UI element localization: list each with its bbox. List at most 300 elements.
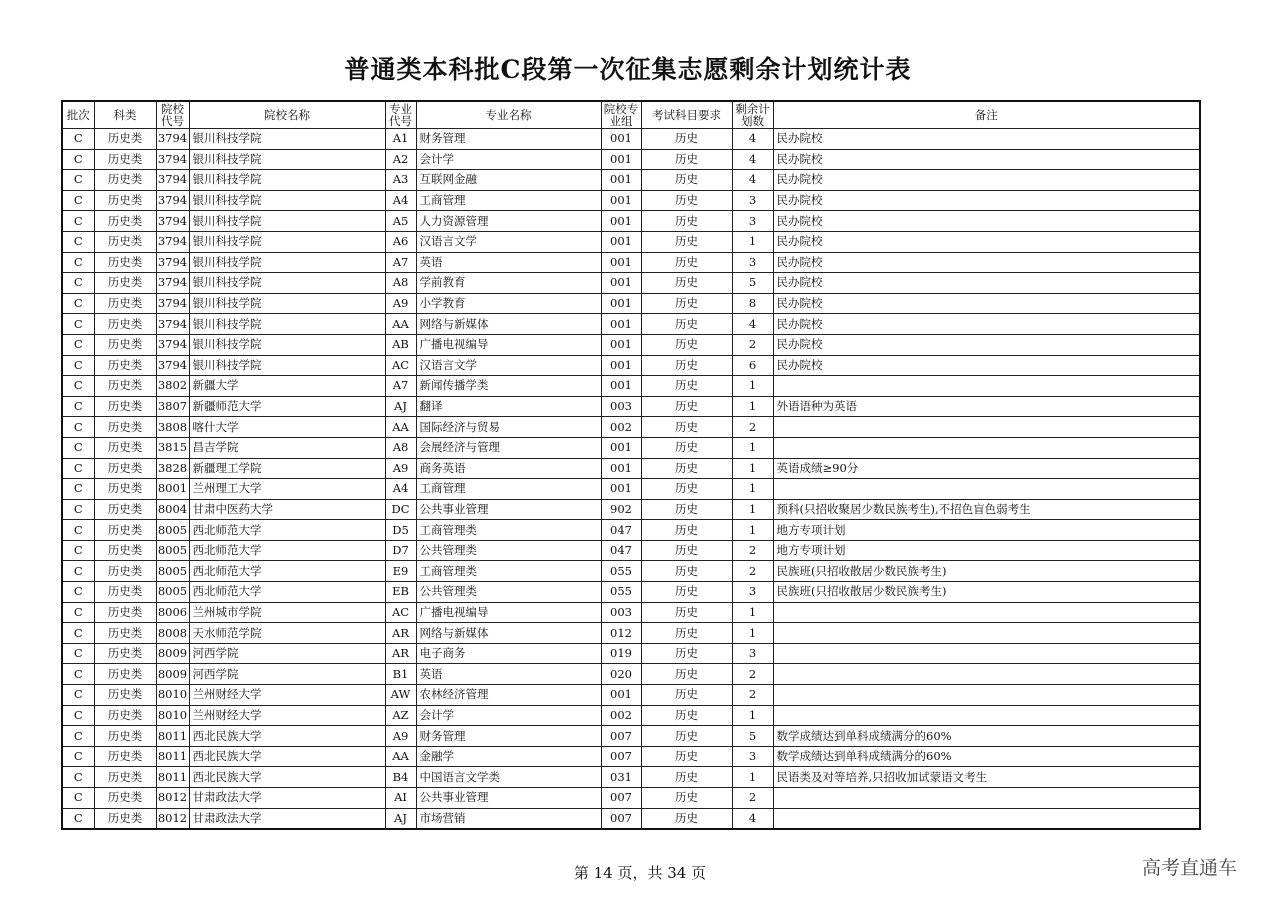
cell-category: 历史类 — [94, 602, 156, 623]
table-row — [62, 602, 1200, 623]
cell-remaining: 1 — [732, 705, 773, 726]
cell-batch: C — [62, 417, 94, 438]
cell-batch: C — [62, 520, 94, 541]
header-major-name: 专业名称 — [416, 101, 601, 129]
cell-school-name: 西北师范大学 — [189, 540, 385, 561]
cell-batch: C — [62, 376, 94, 397]
cell-category: 历史类 — [94, 231, 156, 252]
table-row — [62, 211, 1200, 232]
cell-category: 历史类 — [94, 479, 156, 500]
cell-group: 031 — [601, 767, 641, 788]
cell-school-code: 8001 — [156, 479, 189, 500]
cell-school-code: 3807 — [156, 396, 189, 417]
cell-subject-req: 历史 — [641, 396, 732, 417]
cell-remarks: 民办院校 — [773, 190, 1200, 211]
cell-category: 历史类 — [94, 726, 156, 747]
table-row — [62, 726, 1200, 747]
cell-category: 历史类 — [94, 334, 156, 355]
cell-batch: C — [62, 129, 94, 150]
cell-remarks: 民办院校 — [773, 273, 1200, 294]
cell-subject-req: 历史 — [641, 293, 732, 314]
cell-category: 历史类 — [94, 499, 156, 520]
cell-category: 历史类 — [94, 314, 156, 335]
cell-major-code: DC — [385, 499, 416, 520]
cell-school-name: 西北师范大学 — [189, 582, 385, 603]
header-subject-req: 考试科目要求 — [641, 101, 732, 129]
cell-remaining: 1 — [732, 767, 773, 788]
table-row — [62, 623, 1200, 644]
cell-batch: C — [62, 479, 94, 500]
cell-category: 历史类 — [94, 623, 156, 644]
cell-school-name: 银川科技学院 — [189, 273, 385, 294]
cell-remarks: 民族班(只招收散居少数民族考生) — [773, 582, 1200, 603]
cell-group: 001 — [601, 479, 641, 500]
cell-school-code: 3794 — [156, 190, 189, 211]
table-row — [62, 273, 1200, 294]
cell-remaining: 8 — [732, 293, 773, 314]
cell-school-code: 8012 — [156, 788, 189, 809]
table-row — [62, 458, 1200, 479]
cell-school-code: 8009 — [156, 643, 189, 664]
cell-category: 历史类 — [94, 788, 156, 809]
cell-remarks — [773, 664, 1200, 685]
cell-group: 007 — [601, 788, 641, 809]
cell-school-code: 8010 — [156, 705, 189, 726]
cell-remarks: 地方专项计划 — [773, 520, 1200, 541]
cell-group: 001 — [601, 334, 641, 355]
cell-major-name: 公共管理类 — [416, 540, 601, 561]
cell-category: 历史类 — [94, 170, 156, 191]
cell-subject-req: 历史 — [641, 685, 732, 706]
cell-batch: C — [62, 170, 94, 191]
cell-school-code: 3815 — [156, 437, 189, 458]
page-number: 第 14 页，共 34 页 — [573, 864, 707, 882]
cell-major-name: 新闻传播学类 — [416, 376, 601, 397]
header-remaining: 剩余计划数 — [732, 101, 773, 129]
cell-major-name: 会计学 — [416, 705, 601, 726]
cell-group: 047 — [601, 540, 641, 561]
cell-major-code: AW — [385, 685, 416, 706]
cell-group: 007 — [601, 746, 641, 767]
cell-subject-req: 历史 — [641, 334, 732, 355]
cell-group: 047 — [601, 520, 641, 541]
cell-batch: C — [62, 396, 94, 417]
cell-batch: C — [62, 685, 94, 706]
cell-school-code: 3794 — [156, 273, 189, 294]
cell-major-name: 工商管理类 — [416, 520, 601, 541]
cell-group: 001 — [601, 129, 641, 150]
cell-major-code: AC — [385, 355, 416, 376]
cell-remaining: 6 — [732, 355, 773, 376]
cell-school-name: 甘肃政法大学 — [189, 808, 385, 829]
cell-group: 001 — [601, 273, 641, 294]
cell-school-code: 8005 — [156, 561, 189, 582]
cell-group: 001 — [601, 437, 641, 458]
cell-major-code: AA — [385, 417, 416, 438]
cell-subject-req: 历史 — [641, 705, 732, 726]
cell-batch: C — [62, 499, 94, 520]
cell-remaining: 1 — [732, 376, 773, 397]
cell-category: 历史类 — [94, 540, 156, 561]
cell-major-name: 广播电视编导 — [416, 334, 601, 355]
cell-major-code: A1 — [385, 129, 416, 150]
cell-major-name: 学前教育 — [416, 273, 601, 294]
cell-remaining: 1 — [732, 499, 773, 520]
cell-remarks — [773, 685, 1200, 706]
plan-table — [61, 100, 1201, 830]
cell-remaining: 5 — [732, 726, 773, 747]
cell-major-name: 国际经济与贸易 — [416, 417, 601, 438]
table-row — [62, 808, 1200, 829]
cell-remarks: 民族班(只招收散居少数民族考生) — [773, 561, 1200, 582]
cell-remaining: 2 — [732, 417, 773, 438]
cell-major-code: EB — [385, 582, 416, 603]
table-row — [62, 685, 1200, 706]
cell-category: 历史类 — [94, 190, 156, 211]
cell-remarks — [773, 479, 1200, 500]
table-row — [62, 479, 1200, 500]
cell-major-name: 市场营销 — [416, 808, 601, 829]
cell-group: 019 — [601, 643, 641, 664]
cell-batch: C — [62, 705, 94, 726]
cell-remarks: 民办院校 — [773, 314, 1200, 335]
table-row — [62, 788, 1200, 809]
cell-remaining: 1 — [732, 520, 773, 541]
cell-school-code: 3828 — [156, 458, 189, 479]
cell-school-code: 3794 — [156, 170, 189, 191]
cell-batch: C — [62, 746, 94, 767]
cell-major-name: 英语 — [416, 252, 601, 273]
cell-major-name: 广播电视编导 — [416, 602, 601, 623]
cell-major-code: AB — [385, 334, 416, 355]
cell-group: 902 — [601, 499, 641, 520]
cell-school-code: 3794 — [156, 149, 189, 170]
cell-school-name: 银川科技学院 — [189, 211, 385, 232]
cell-remaining: 3 — [732, 582, 773, 603]
cell-major-code: B4 — [385, 767, 416, 788]
table-row — [62, 376, 1200, 397]
cell-remaining: 1 — [732, 437, 773, 458]
cell-group: 001 — [601, 170, 641, 191]
cell-category: 历史类 — [94, 582, 156, 603]
cell-remaining: 3 — [732, 252, 773, 273]
table-row — [62, 396, 1200, 417]
cell-batch: C — [62, 623, 94, 644]
cell-batch: C — [62, 293, 94, 314]
cell-group: 001 — [601, 190, 641, 211]
cell-school-code: 3794 — [156, 293, 189, 314]
cell-group: 055 — [601, 582, 641, 603]
cell-school-code: 8011 — [156, 767, 189, 788]
cell-school-name: 新疆理工学院 — [189, 458, 385, 479]
cell-batch: C — [62, 602, 94, 623]
cell-school-code: 3794 — [156, 314, 189, 335]
cell-remaining: 1 — [732, 231, 773, 252]
cell-major-name: 财务管理 — [416, 129, 601, 150]
cell-major-code: A4 — [385, 479, 416, 500]
cell-batch: C — [62, 808, 94, 829]
cell-school-code: 8005 — [156, 520, 189, 541]
cell-school-code: 3794 — [156, 129, 189, 150]
cell-school-name: 西北师范大学 — [189, 520, 385, 541]
cell-school-name: 银川科技学院 — [189, 293, 385, 314]
cell-major-code: A2 — [385, 149, 416, 170]
cell-batch: C — [62, 726, 94, 747]
cell-subject-req: 历史 — [641, 252, 732, 273]
cell-group: 012 — [601, 623, 641, 644]
cell-school-code: 8008 — [156, 623, 189, 644]
cell-remarks: 民办院校 — [773, 355, 1200, 376]
cell-major-name: 英语 — [416, 664, 601, 685]
cell-major-name: 公共事业管理 — [416, 788, 601, 809]
cell-major-code: A8 — [385, 273, 416, 294]
cell-major-code: AJ — [385, 396, 416, 417]
cell-school-code: 8005 — [156, 582, 189, 603]
cell-group: 001 — [601, 149, 641, 170]
cell-category: 历史类 — [94, 458, 156, 479]
table-row — [62, 293, 1200, 314]
cell-subject-req: 历史 — [641, 149, 732, 170]
watermark: 高考直通车 — [1142, 857, 1238, 879]
cell-major-code: AA — [385, 314, 416, 335]
cell-batch: C — [62, 273, 94, 294]
cell-school-name: 银川科技学院 — [189, 355, 385, 376]
cell-group: 001 — [601, 211, 641, 232]
cell-major-code: AZ — [385, 705, 416, 726]
cell-category: 历史类 — [94, 417, 156, 438]
cell-remaining: 1 — [732, 479, 773, 500]
cell-subject-req: 历史 — [641, 788, 732, 809]
cell-category: 历史类 — [94, 643, 156, 664]
cell-remaining: 2 — [732, 788, 773, 809]
cell-subject-req: 历史 — [641, 231, 732, 252]
cell-subject-req: 历史 — [641, 520, 732, 541]
cell-group: 055 — [601, 561, 641, 582]
cell-category: 历史类 — [94, 664, 156, 685]
cell-major-name: 中国语言文学类 — [416, 767, 601, 788]
cell-batch: C — [62, 190, 94, 211]
cell-major-code: A4 — [385, 190, 416, 211]
cell-remarks — [773, 437, 1200, 458]
cell-school-code: 3808 — [156, 417, 189, 438]
cell-category: 历史类 — [94, 746, 156, 767]
cell-category: 历史类 — [94, 149, 156, 170]
cell-major-name: 汉语言文学 — [416, 355, 601, 376]
cell-subject-req: 历史 — [641, 499, 732, 520]
cell-category: 历史类 — [94, 376, 156, 397]
cell-batch: C — [62, 561, 94, 582]
cell-remaining: 4 — [732, 170, 773, 191]
cell-remaining: 3 — [732, 190, 773, 211]
cell-group: 001 — [601, 458, 641, 479]
cell-school-name: 银川科技学院 — [189, 170, 385, 191]
cell-school-name: 银川科技学院 — [189, 149, 385, 170]
cell-major-code: AC — [385, 602, 416, 623]
table-row — [62, 520, 1200, 541]
cell-major-name: 工商管理 — [416, 479, 601, 500]
cell-major-name: 汉语言文学 — [416, 231, 601, 252]
page-title: 普通类本科批C段第一次征集志愿剩余计划统计表 — [344, 55, 912, 84]
cell-batch: C — [62, 458, 94, 479]
cell-group: 020 — [601, 664, 641, 685]
cell-remaining: 2 — [732, 334, 773, 355]
cell-major-code: A9 — [385, 458, 416, 479]
cell-remarks: 数学成绩达到单科成绩满分的60% — [773, 726, 1200, 747]
cell-batch: C — [62, 334, 94, 355]
cell-group: 007 — [601, 808, 641, 829]
table-row — [62, 252, 1200, 273]
cell-subject-req: 历史 — [641, 273, 732, 294]
cell-remarks: 民办院校 — [773, 170, 1200, 191]
cell-school-code: 3794 — [156, 355, 189, 376]
cell-subject-req: 历史 — [641, 458, 732, 479]
cell-major-name: 工商管理 — [416, 190, 601, 211]
cell-batch: C — [62, 149, 94, 170]
table-row — [62, 129, 1200, 150]
cell-school-code: 3794 — [156, 252, 189, 273]
cell-category: 历史类 — [94, 520, 156, 541]
cell-major-name: 互联网金融 — [416, 170, 601, 191]
cell-category: 历史类 — [94, 273, 156, 294]
cell-school-code: 8012 — [156, 808, 189, 829]
cell-major-code: AJ — [385, 808, 416, 829]
cell-major-code: A5 — [385, 211, 416, 232]
cell-school-name: 喀什大学 — [189, 417, 385, 438]
cell-school-name: 西北师范大学 — [189, 561, 385, 582]
table-row — [62, 149, 1200, 170]
cell-remarks: 民办院校 — [773, 252, 1200, 273]
cell-remarks: 英语成绩≥90分 — [773, 458, 1200, 479]
cell-school-name: 兰州财经大学 — [189, 705, 385, 726]
cell-school-name: 兰州城市学院 — [189, 602, 385, 623]
cell-remaining: 3 — [732, 746, 773, 767]
cell-school-name: 西北民族大学 — [189, 767, 385, 788]
table-row — [62, 705, 1200, 726]
cell-remaining: 3 — [732, 211, 773, 232]
cell-subject-req: 历史 — [641, 582, 732, 603]
cell-batch: C — [62, 355, 94, 376]
cell-remaining: 1 — [732, 623, 773, 644]
table-body — [62, 129, 1200, 830]
table-row — [62, 499, 1200, 520]
table-header-row — [62, 101, 1200, 129]
table-row — [62, 746, 1200, 767]
cell-major-name: 会计学 — [416, 149, 601, 170]
cell-subject-req: 历史 — [641, 540, 732, 561]
cell-school-name: 银川科技学院 — [189, 314, 385, 335]
cell-remaining: 4 — [732, 149, 773, 170]
cell-school-name: 天水师范学院 — [189, 623, 385, 644]
cell-remarks — [773, 623, 1200, 644]
cell-major-code: A8 — [385, 437, 416, 458]
cell-major-code: A7 — [385, 252, 416, 273]
cell-batch: C — [62, 582, 94, 603]
cell-group: 001 — [601, 314, 641, 335]
table-row — [62, 314, 1200, 335]
cell-remarks: 民办院校 — [773, 231, 1200, 252]
header-major-code: 专业代号 — [385, 101, 416, 129]
cell-remaining: 4 — [732, 808, 773, 829]
cell-school-name: 银川科技学院 — [189, 231, 385, 252]
cell-major-name: 电子商务 — [416, 643, 601, 664]
cell-category: 历史类 — [94, 808, 156, 829]
cell-remaining: 2 — [732, 685, 773, 706]
cell-group: 001 — [601, 293, 641, 314]
cell-subject-req: 历史 — [641, 417, 732, 438]
cell-major-code: AR — [385, 643, 416, 664]
cell-major-code: A6 — [385, 231, 416, 252]
cell-subject-req: 历史 — [641, 376, 732, 397]
table-row — [62, 437, 1200, 458]
cell-school-code: 3794 — [156, 334, 189, 355]
cell-subject-req: 历史 — [641, 314, 732, 335]
cell-category: 历史类 — [94, 396, 156, 417]
table-row — [62, 767, 1200, 788]
cell-school-code: 8004 — [156, 499, 189, 520]
cell-batch: C — [62, 231, 94, 252]
cell-school-code: 8006 — [156, 602, 189, 623]
cell-category: 历史类 — [94, 561, 156, 582]
cell-subject-req: 历史 — [641, 479, 732, 500]
table-row — [62, 664, 1200, 685]
cell-major-code: B1 — [385, 664, 416, 685]
cell-school-name: 银川科技学院 — [189, 190, 385, 211]
cell-group: 002 — [601, 705, 641, 726]
cell-remarks: 民办院校 — [773, 149, 1200, 170]
table-row — [62, 355, 1200, 376]
cell-subject-req: 历史 — [641, 355, 732, 376]
cell-group: 001 — [601, 685, 641, 706]
cell-subject-req: 历史 — [641, 190, 732, 211]
table-row — [62, 561, 1200, 582]
cell-remaining: 3 — [732, 643, 773, 664]
cell-remarks — [773, 643, 1200, 664]
cell-major-code: AI — [385, 788, 416, 809]
table-row — [62, 170, 1200, 191]
table-row — [62, 334, 1200, 355]
cell-remarks: 民办院校 — [773, 211, 1200, 232]
cell-group: 003 — [601, 602, 641, 623]
cell-remarks: 预科(只招收聚居少数民族考生),不招色盲色弱考生 — [773, 499, 1200, 520]
table-row — [62, 190, 1200, 211]
cell-category: 历史类 — [94, 129, 156, 150]
cell-major-code: A9 — [385, 726, 416, 747]
cell-subject-req: 历史 — [641, 643, 732, 664]
cell-remarks — [773, 808, 1200, 829]
cell-remarks: 民语类及对等培养,只招收加试蒙语文考生 — [773, 767, 1200, 788]
cell-group: 003 — [601, 396, 641, 417]
cell-group: 002 — [601, 417, 641, 438]
table-row — [62, 582, 1200, 603]
cell-category: 历史类 — [94, 252, 156, 273]
cell-major-name: 农林经济管理 — [416, 685, 601, 706]
cell-remarks — [773, 602, 1200, 623]
header-remarks: 备注 — [773, 101, 1200, 129]
cell-major-name: 公共管理类 — [416, 582, 601, 603]
cell-major-code: E9 — [385, 561, 416, 582]
cell-school-name: 河西学院 — [189, 664, 385, 685]
cell-major-name: 公共事业管理 — [416, 499, 601, 520]
cell-remaining: 1 — [732, 396, 773, 417]
cell-school-name: 兰州理工大学 — [189, 479, 385, 500]
header-group: 院校专业组 — [601, 101, 641, 129]
cell-school-name: 银川科技学院 — [189, 334, 385, 355]
cell-major-name: 网络与新媒体 — [416, 623, 601, 644]
cell-subject-req: 历史 — [641, 623, 732, 644]
header-category: 科类 — [94, 101, 156, 129]
cell-remarks: 民办院校 — [773, 293, 1200, 314]
cell-major-name: 网络与新媒体 — [416, 314, 601, 335]
